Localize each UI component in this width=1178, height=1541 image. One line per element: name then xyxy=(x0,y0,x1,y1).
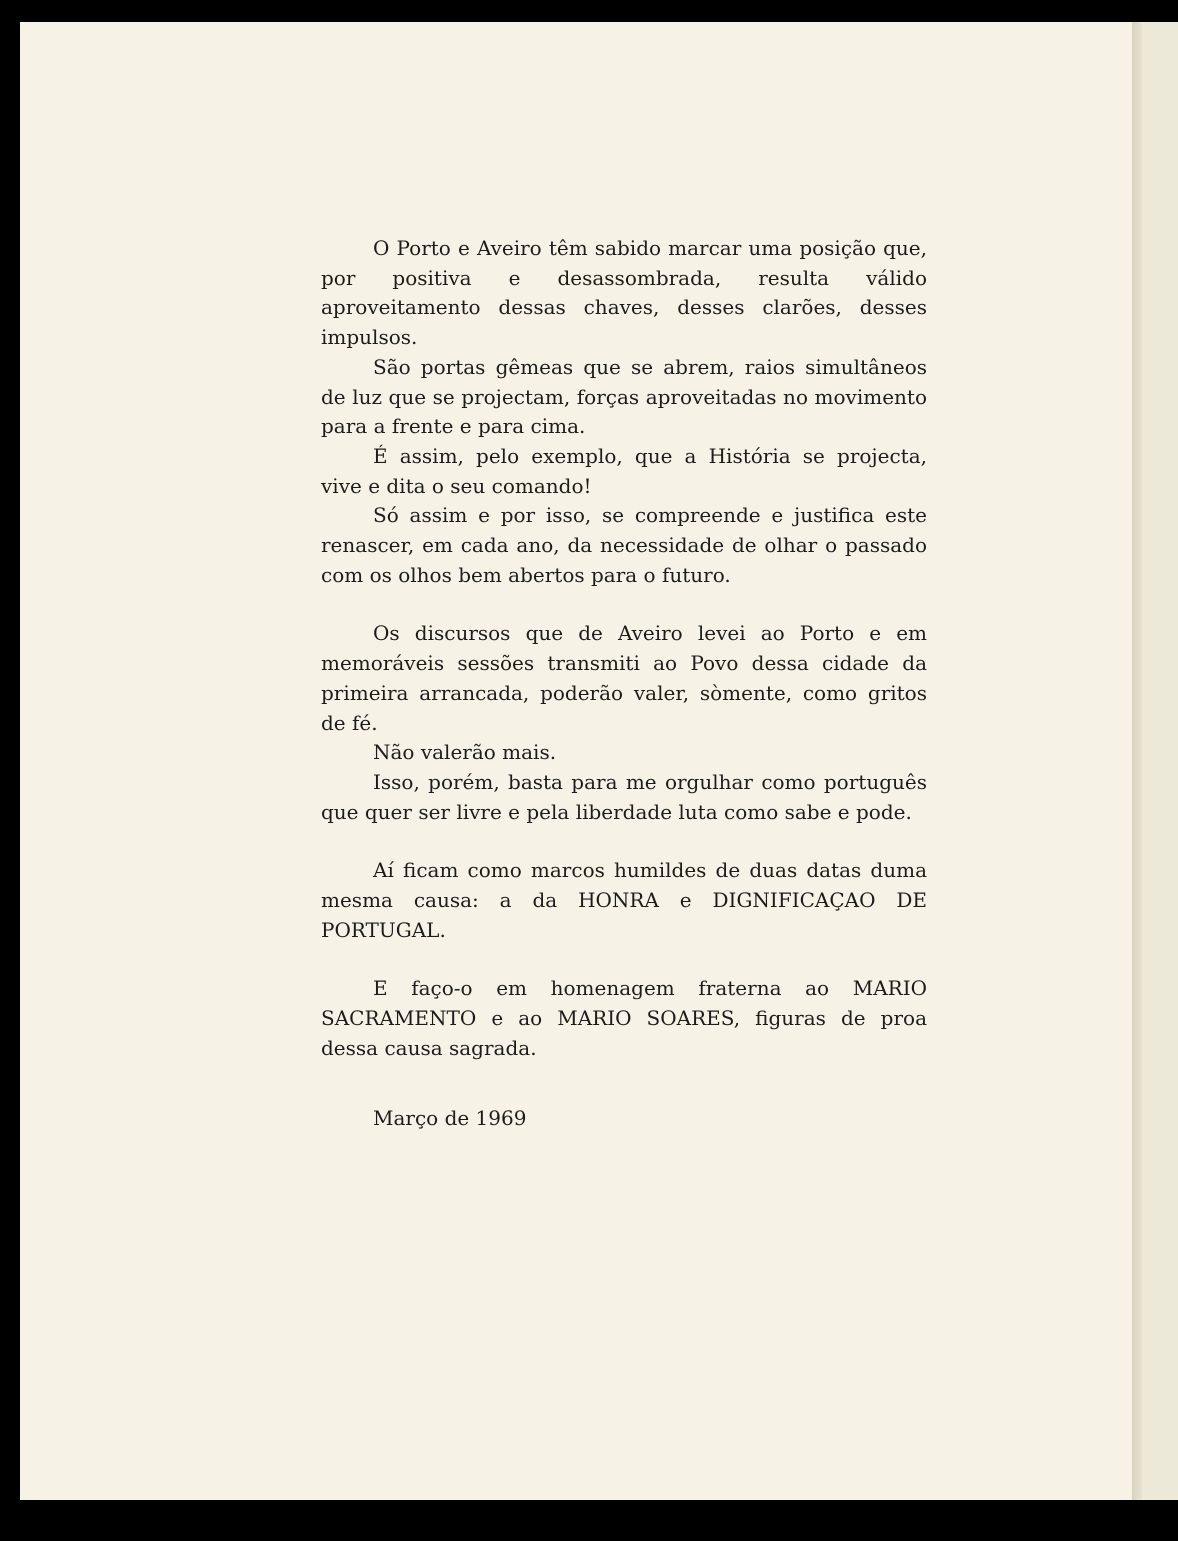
paragraph: É assim, pelo exemplo, que a História se projecta, vive e dita o seu comando! xyxy=(321,443,927,498)
paragraph: Os discursos que de Aveiro levei ao Porto e em memoráveis sessões transmiti ao Povo dessa cidade da primeira arrancada, poderão valer, sòmente, como gritos de fé. xyxy=(321,621,927,735)
body-text xyxy=(321,234,927,1133)
paragraph: E faço-o em homenagem fraterna ao MARIO SACRAMENTO e ao MARIO SOARES, figuras de proa dessa causa sagrada. xyxy=(321,976,927,1060)
date-line: Março de 1969 xyxy=(373,1105,527,1130)
paragraph: São portas gêmeas que se abrem, raios simultâneos de luz que se projectam, forças aproveitadas no movimento para a frente e para cima. xyxy=(321,354,927,439)
paragraph: O Porto e Aveiro têm sabido marcar uma posição que, por positiva e desassombrada, resulta válido aproveitamento dessas chaves, desses clarões, desses impulsos. xyxy=(321,236,927,350)
paragraph: Só assim e por isso, se compreende e justifica este renascer, em cada ano, da necessidade de olhar o passado com os olhos bem abertos para o futuro. xyxy=(321,503,927,587)
paragraph: Aí ficam como marcos humildes de duas datas duma mesma causa: a da HONRA e DIGNIFICAÇAO DE PORTUGAL. xyxy=(321,858,927,942)
page-edge xyxy=(1132,22,1142,1500)
next-page-edge xyxy=(1142,22,1178,1500)
paragraph: Isso, porém, basta para me orgulhar como português que quer ser livre e pela liberdade luta como sabe e pode. xyxy=(321,769,927,824)
paragraph: Não valerão mais. xyxy=(373,740,557,765)
